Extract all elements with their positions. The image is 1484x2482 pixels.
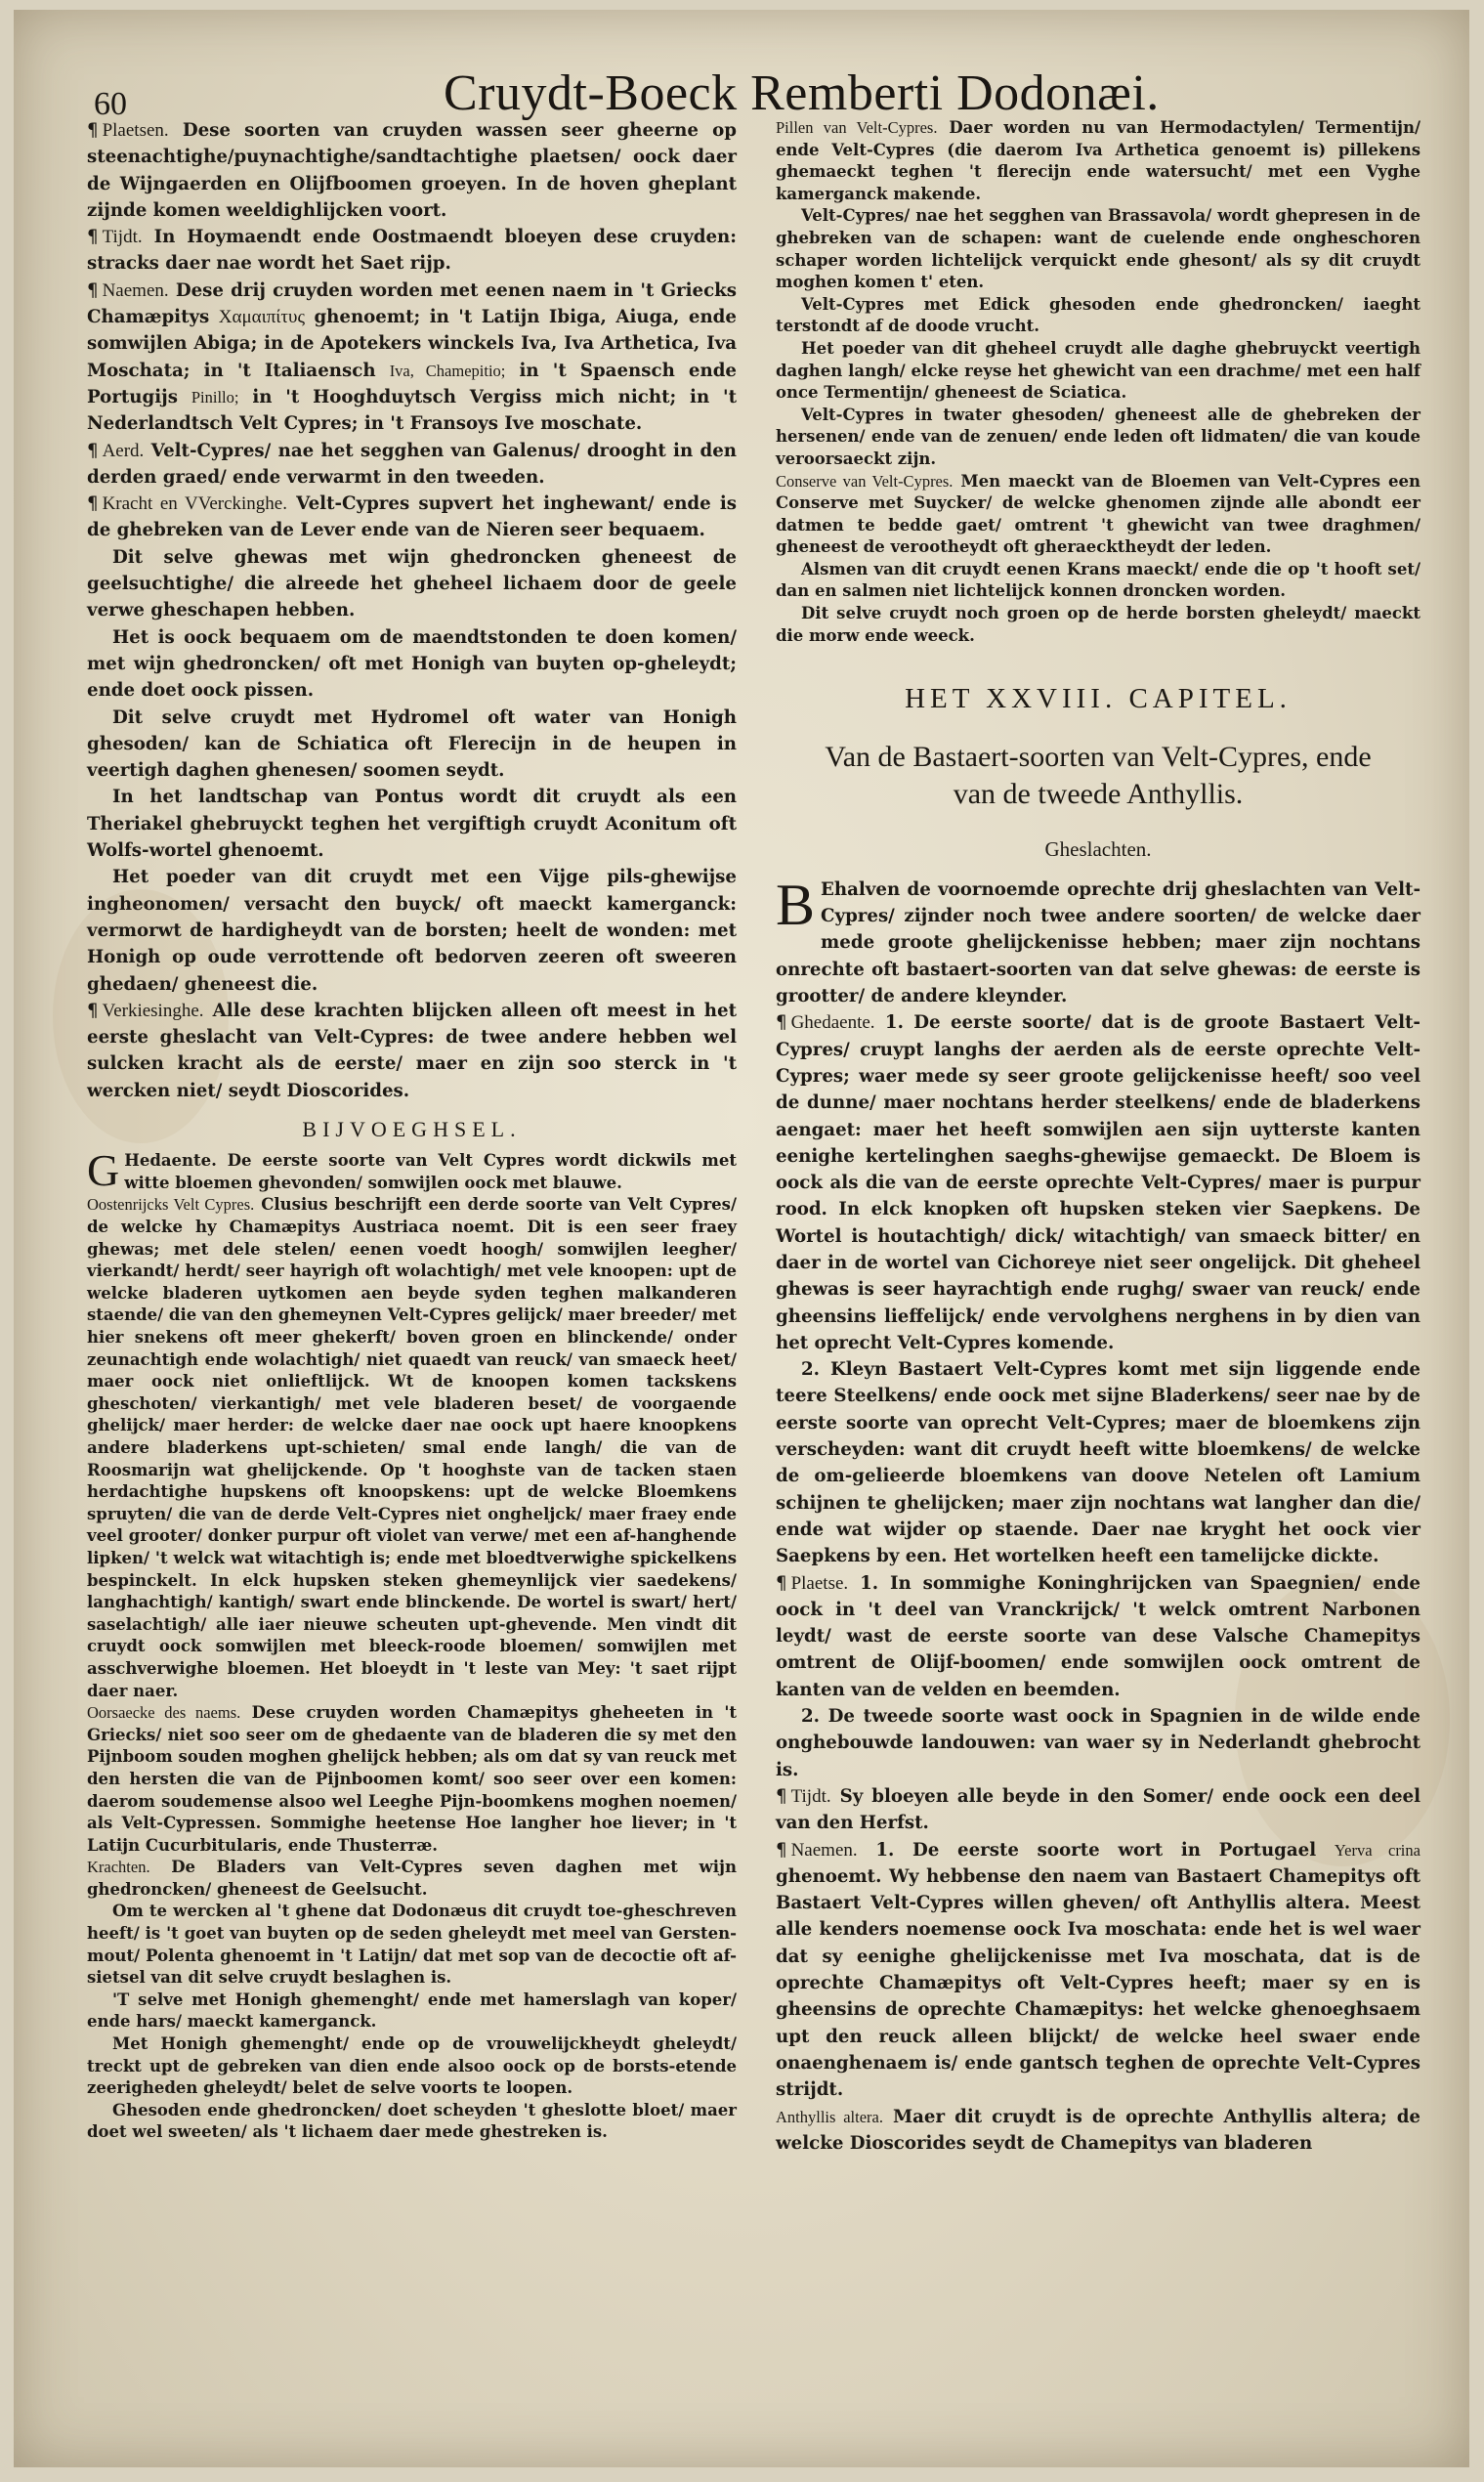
pilcrow-icon: ¶ <box>776 1012 787 1034</box>
pilcrow-icon: ¶ <box>87 227 99 248</box>
page-header <box>14 39 1469 127</box>
paragraph-aerd: ¶ Aerd. Velt-Cypres/ nae het segghen van Galenus/ drooght in den derden graed/ ende verwarmt in den tweeden. <box>87 440 737 488</box>
paragraph-kracht: ¶ Kracht en VVerckinghe. Velt-Cypres supvert het inghewant/ ende is de ghebreken van de Lever ende van de Nieren seer bequaem. <box>87 493 738 541</box>
paragraph-behalven: B Ehalven de voornoemde oprechte drij gheslachten van Velt-Cypres/ zijnder noch twee andere soorten/ de welcke daer mede groote ghelijckenisse hebben; maer zijn nochtans onrechte oft bastaert-soorten van dat selve ghewas: de eerste is grootter/ de andere kleynder. <box>776 872 1420 1007</box>
paragraph-kleyn-bastaert: 2. Kleyn Bastaert Velt-Cypres komt met sijn liggende ende teere Steelkens/ ende oock met sijne Bladerkens/ seer nae by de eerste soorte van oprecht Velt-Cypres; maer de bloemkens zijn verscheyden: want dit cruydt heeft witte bloemkens/ de welcke de om-gelieerde bloemkens van doove Netelen oft Lamium schijnen te ghelijcken; maer zijn nochtans wat langher dan die/ ende wat wijder op staende. Daer nae kryght het oock vier Saepkens by een. Het wortelken heeft een tamelijcke dickte. <box>776 1359 1420 1567</box>
paragraph-geelsucht: Dit selve ghewas met wijn ghedroncken gheneest de geelsuchtighe/ die alreede het gheheel lichaem door de geele verwe gheschapen hebben. <box>87 546 737 621</box>
paragraph-mostwe: Dit selve cruydt noch groen op de herde borsten gheleydt/ maeckt die morw ende weeck. <box>776 604 1420 645</box>
paragraph-oostenrijcks: Oostenrijcks Velt Cypres. Clusius beschrijft een derde soorte van Velt Cypres/ de welcke hy Chamæpitys Austriaca noemt. Dit is een seer fraey ghewas; met dele stelen/ eenen voedt hoogh/ somwijlen leegher/ vierkandt/ herdt/ seer hayrigh oft wolachtigh/ met vele knoopen: upt de welcke bladeren uytkomen aen beyde syden teghen malkanderen staende/ die van den ghemeynen Velt-Cypres gelijck/ maer breeder/ met hier snekens oft meer ghekerft/ boven groen en blinckende/ onder zeunachtigh ende wolachtigh/ niet quaedt van reuck/ van smaeck heet/ maer oock niet onlieftlijck. Wt de knoopen komen tackskens gheschoten/ vierkantigh/ met vele bladeren beset/ de voorgaende ghelijck/ maer herder: de welcke daer nae oock upt haere knoopkens andere bladerkens upt-schieten/ smal ende langh/ die van de Roosmarijn wat ghelijckende. Op 't hooghste van de tacken staen herdachtighe hupskens oft knoopskens: upt de welcke Bloemkens spruyten/ die van de derde Velt-Cypres niet ongheljck/ maer fraey ende veel grooter/ donker purpur oft violet van verwe/ met een af-hanghende lipken/ 't welck wat witachtigh is; ende met bloedtverwighe spickelkens bespinckelt. In elck hupsken steken ghemeynlijck vier saedekens/ langhachtigh/ kantigh/ swart ende blinckende. De wortel is swart/ hert/ saselachtigh/ alle iaer nieuwe scheuten upt-ghevende. Men vindt dit cruydt oock somwijlen met bleeck-roode bloemen/ somwijlen met asschverwighe bloemen. Het bloeydt in 't leste van Mey: 't saet rijpt daer naer. <box>87 1195 737 1700</box>
paragraph-naemen: ¶ Naemen. Dese drij cruyden worden met eenen naem in 't Griecks Chamæpitys Χαμαιπίτυς ghenoemt; in 't Latijn Ibiga, Aiuga, ende somwijlen Abiga; in de Apotekers winckels Iva, Iva Arthetica, Iva Moschata; in 't Italiaensch Iva, Chamepitio; in 't Spaensch ende Portugijs Pinillo; in 't Hooghduytsch Vergiss mich nicht; in 't Nederlandtsch Velt Cypres; in 't Fransoys Ive moschate. <box>87 279 737 435</box>
paragraph-conserve: Conserve van Velt-Cypres. Men maeckt van de Bloemen van Velt-Cypres een Conserve met Suycker/ de welcke ghenomen zijnde alle abondt eer datmen te bedde gaet/ omtrent 't ghewicht van twee draghmen/ gheneest de verootheydt oft gheraecktheydt der leden. <box>776 471 1420 557</box>
pilcrow-icon: ¶ <box>776 1785 787 1807</box>
pilcrow-icon: ¶ <box>776 1839 787 1861</box>
pilcrow-icon: ¶ <box>87 493 99 515</box>
paragraph-tweede-soorte: 2. De tweede soorte wast oock in Spagnien in de wilde ende onghebouwde landouwen: van waer sy in Nederlandt ghebrocht is. <box>776 1706 1420 1780</box>
chapter-heading: HET XXVIII. CAPITEL. <box>905 683 1292 715</box>
pilcrow-icon: ¶ <box>87 279 99 301</box>
paragraph-ghedaente-right: ¶ Ghedaente. 1. De eerste soorte/ dat is de groote Bastaert Velt-Cypres/ cruypt langhs der aerden als de eerste oprechte Velt-Cypres; waer mede sy seer groote gelijckenisse heeft/ soo veel de dunne/ maer nochtans herder steelkens/ ende de bladerkens aengaet: maer het heeft somwijlen aen sijn uytterste kanten eenighe kertelinghen saeghs-ghewijse gemaeckt. De Bloem is oock als die van de eerste oprechte Velt-Cypres/ maer is purpur rood. In elck knopken oft hupsken steken vier Saepkens. De Wortel is houtachtigh/ dick/ witachtigh/ van smaeck bitter/ en daer in de wortel van Cichoreye niet seer ongelijck. Dit gheheel ghewas is seer hayrachtigh ende rughg/ swaer van reuck/ ende gheensins lieffelijck/ ende vervolghens nerghens in by dien van het oprecht Velt-Cypres komende. <box>776 1012 1420 1353</box>
pilcrow-icon: ¶ <box>87 440 99 461</box>
paragraph-krachten: Krachten. De Bladers van Velt-Cypres seven daghen met wijn ghedroncken/ gheneest de Geelsucht. <box>87 1858 737 1899</box>
paragraph-anthyllis: Anthyllis altera. Maer dit cruydt is de oprechte Anthyllis altera; de welcke Dioscorides seydt de Chamepitys van bladeren <box>776 2106 1420 2154</box>
page-number: 60 <box>94 86 127 122</box>
pilcrow-icon: ¶ <box>776 1572 787 1594</box>
paragraph-pontus: In het landtschap van Pontus wordt dit cruydt als een Theriakel ghebruyckt teghen het vergiftigh cruydt Aconitum oft Wolfs-wortel ghenoemt. <box>87 787 737 862</box>
section-heading-bijvoeghsel: BIJVOEGHSEL. <box>302 1116 522 1141</box>
running-title: Cruydt-Boeck Remberti Dodonæi. <box>444 65 1160 121</box>
paragraph-maendtstonden: Het is oock bequaem om de maendtstonden te doen komen/ met wijn ghedroncken/ oft met Honigh van buyten op-gheleydt; ende doet oock pissen. <box>87 626 737 702</box>
paragraph-plaetsen: ¶ Plaetsen. Dese soorten van cruyden wassen seer gheerne op steenachtighe/puynachtighe/sandtachtighe plaetsen/ oock daer de Wijngaerden en Olijfboomen groeyen. In de hoven gheplant zijnde komen weeldighlijcken voort. <box>87 120 737 221</box>
paragraph-water: Velt-Cypres in twater ghesoden/ gheneest alle de ghebreken der hersenen/ ende van de zenuen/ ende leden oft lidmaten/ die van koude veroorsaeckt zijn. <box>776 405 1420 468</box>
paragraph-brassavola: Velt-Cypres/ nae het segghen van Brassavola/ wordt ghepresen in de ghebreken van de schapen: want de cuelende ende ongheschoren schaper worden lichtelijck verquickt ende ghesont/ als sy dit cruydt moghen komen t' eten. <box>776 206 1420 292</box>
paragraph-plaetse-right: ¶ Plaetse. 1. In sommighe Koninghrijcken van Spaegnien/ ende oock in 't deel van Vranckrijck/ 't welck omtrent Narbonen leydt/ wast de eerste soorte van dese Valsche Chamepitys omtrent de Olijf-boomen/ ende somwijlen oock omtrent de kanten van de velden en beemden. <box>776 1572 1420 1700</box>
paragraph-krans: Alsmen van dit cruydt eenen Krans maeckt/ ende die op 't hooft set/ dan en salmen niet lichtelijck konnen droncken worden. <box>776 559 1420 601</box>
paragraph-vrouwelijck: Met Honigh ghemenght/ ende op de vrouwelijckheydt gheleydt/ treckt upt de gebreken van dien ende alsoo oock op de borsts-etende zeerigheden gheleydt/ belet de selve voorts te loopen. <box>87 2034 737 2098</box>
paragraph-poeder-sciatica: Het poeder van dit gheheel cruydt alle daghe ghebruyckt veertigh daghen langh/ elcke reyse het ghewicht van een drachme/ met een half once Termentijn/ gheneest de Sciatica. <box>776 338 1420 403</box>
pilcrow-icon: ¶ <box>87 120 99 141</box>
right-column <box>776 117 1420 2157</box>
paragraph-naemen-right: ¶ Naemen. 1. De eerste soorte wort in Portugael Yerva crina ghenoemt. Wy hebbense den naem van Bastaert Chamepitys oft Bastaert Velt-Cypres willen gheven/ oft Anthyllis altera. Meest alle kenders noemense oock Iva moschata: ende het is wel waer dat sy eenighe ghelijckenisse met Iva moschata, dat is de oprechte Chamæpitys oft Velt-Cypres heeft; maer sy en is gheensins de oprechte Chamæpitys: het welcke ghenoeghsaem upt den reuck alleen blijckt/ de welcke heel swaer ende onaenghenaem is/ ende gantsch teghen de oprechte Velt-Cypres strijdt. <box>776 1839 1420 2101</box>
drop-cap: G <box>87 1145 120 1196</box>
left-column <box>87 117 737 2144</box>
right-top-block <box>776 117 1420 647</box>
paragraph-ghedaente: G Hedaente. De eerste soorte van Velt Cypres wordt dickwils met witte bloemen ghevonden/ somwijlen oock met blauwe. <box>87 1145 737 1196</box>
pilcrow-icon: ¶ <box>87 1000 99 1021</box>
paragraph-dodonaeus: Om te wercken al 't ghene dat Dodonæus dit cruydt toe-gheschreven heeft/ is 't goet van buyten op de seden gheleydt met meel van Gersten-mout/ Polenta ghenoemt in 't Latijn/ dat met sop van de decoctie oft af-sietsel van dit selve cruydt beslaghen is. <box>87 1902 737 1988</box>
bijvoeghsel-block <box>87 1145 737 2144</box>
paragraph-honigh: 'T selve met Honigh ghemenght/ ende met hamerslagh van koper/ ende hars/ maeckt kamerganck. <box>87 1990 737 2032</box>
paragraph-pillen: Pillen van Velt-Cypres. Daer worden nu van Hermodactylen/ Termentijn/ ende Velt-Cypres (die daerom Iva Arthetica genoemt is) pillekens ghemaeckt teghen 't flerecijn ende watersucht/ met een Vyghe kamerganck makende. <box>776 118 1420 203</box>
chapter-subtitle: Van de Bastaert-soorten van Velt-Cypres, ende van de tweede Anthyllis. <box>825 740 1372 810</box>
paragraph-poeder: Het poeder van dit cruydt met een Vijge pils-ghewijse ingheonomen/ versacht den buyck/ oft maeckt kamerganck: vermorwt de hardigheydt van de borsten; heelt de wonden: met Honigh op oude verrottende oft bedorven zeeren oft sweeren ghedaen/ gheneest die. <box>87 867 737 995</box>
paragraph-tijdt: ¶ Tijdt. In Hoymaendt ende Oostmaendt bloeyen dese cruyden: stracks daer nae wordt het Saet rijp. <box>87 227 737 275</box>
drop-cap: B <box>776 872 816 937</box>
paragraph-edick: Velt-Cypres met Edick ghesoden ende ghedroncken/ iaeght terstondt af de doode vrucht. <box>776 294 1420 336</box>
paragraph-hydromel: Dit selve cruydt met Hydromel oft water van Honigh ghesoden/ kan de Schiatica oft Flerecijn in de heupen in veertigh daghen ghenesen/ soomen seydt. <box>87 706 737 782</box>
paragraph-ghesoden: Ghesoden ende ghedroncken/ doet scheyden 't gheslotte bloet/ maer doet wel sweeten/ als 't lichaem daer mede ghestreken is. <box>87 2100 737 2142</box>
paragraph-oorsaecke: Oorsaecke des naems. Dese cruyden worden Chamæpitys gheheeten in 't Griecks/ niet soo seer om de ghedaente van de bladeren die sy met den Pijnboom souden moghen ghelijck hebben; als om dat sy van reuck met den hersten die van de Pijnboomen komt/ soo seer over een komen: daerom soudemense alsoo wel Leeghe Pijn-boomkens moghen noemen/ als Velt-Cypressen. Sommighe heetense Hoe langher hoe liever; in 't Latijn Cucurbitularis, ende Thusterræ. <box>87 1703 737 1855</box>
book-page <box>14 10 1469 2467</box>
paragraph-verkiesinghe: ¶ Verkiesinghe. Alle dese krachten blijcken alleen oft meest in het eerste gheslacht van Velt-Cypres: de twee andere hebben wel sulcken kracht als de eerste/ maer en zijn soo sterck in 't wercken niet/ seydt Dioscorides. <box>87 1000 738 1101</box>
subsection-gheslachten: Gheslachten. <box>1044 836 1152 861</box>
paragraph-tijdt-right: ¶ Tijdt. Sy bloeyen alle beyde in den Somer/ ende oock een deel van den Herfst. <box>776 1785 1420 1834</box>
